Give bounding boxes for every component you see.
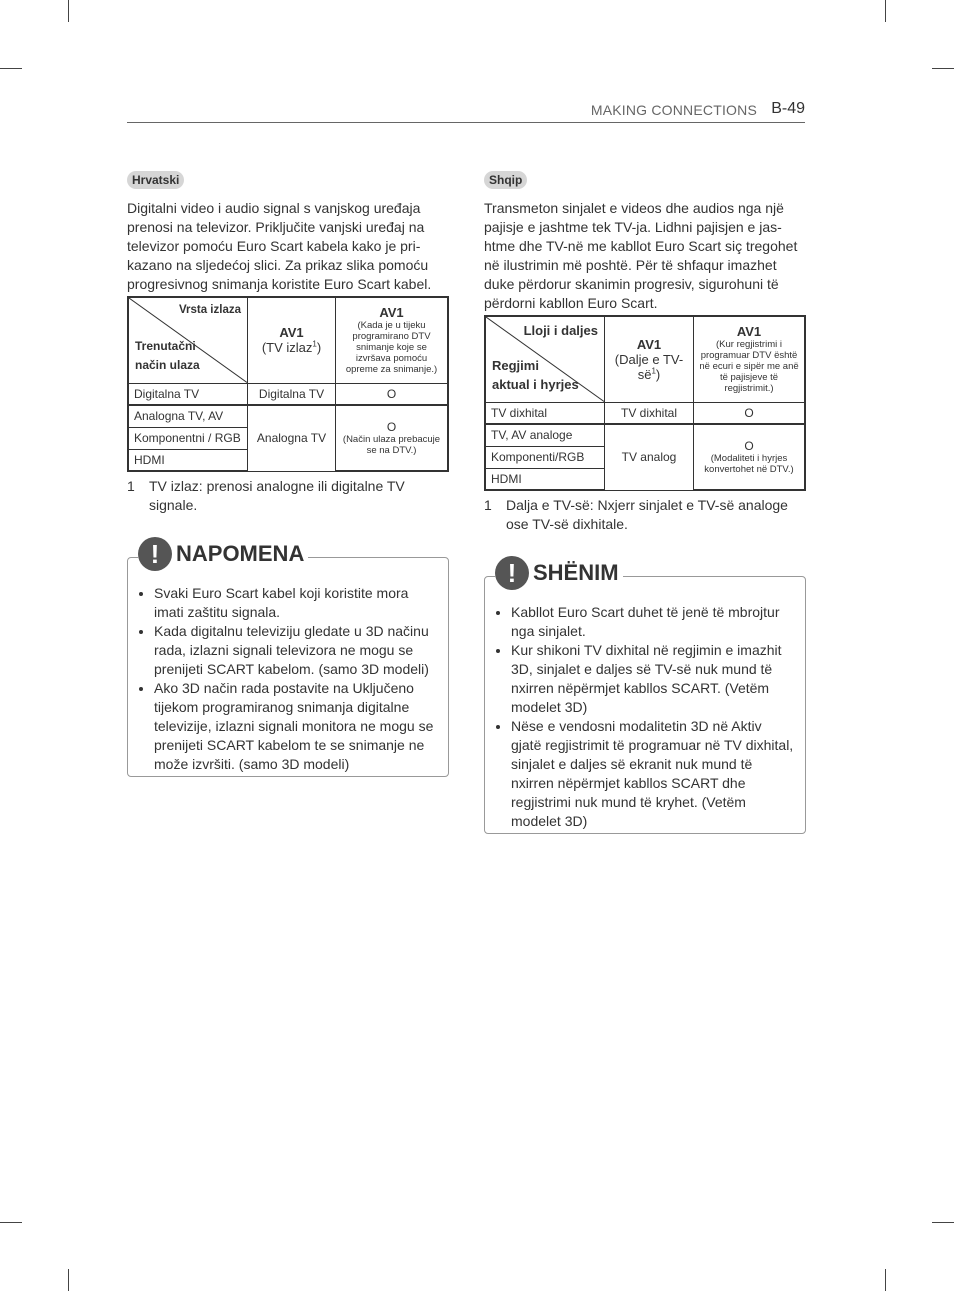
col2-subtitle: (Kur regjistrimi i programuar DTV është në ecuri e sipër me anë të pajisjeve të regjistrimit.) [699, 339, 799, 395]
crop-mark [885, 1269, 886, 1291]
col1-close: ) [655, 366, 661, 382]
row-cell-mark: O [386, 420, 397, 434]
left-column [127, 171, 449, 515]
row-label: TV, AV analoge [485, 424, 605, 446]
page-number: B-49 [771, 100, 805, 117]
row-label: HDMI [485, 468, 605, 490]
note-item: • Kur shikoni TV dixhital në regjimin e imazhit 3D, sinjalet e daljes së TV-së nuk mund të nxirren nëpërmjet kabllos SCART. (Vetëm modelet 3D) [511, 641, 795, 717]
row-cell: TV analog [605, 424, 694, 490]
row-label: HDMI [128, 449, 248, 471]
note-list [128, 584, 448, 774]
corner-top-label: Lloji i daljes [523, 323, 598, 338]
connection-table [484, 315, 806, 491]
col2-subtitle: (Kada je u tijeku programirano DTV snimanje koje se izvršava pomoću opreme za snimanje.) [345, 320, 438, 376]
crop-mark [932, 68, 954, 69]
col1-title: AV1 [636, 336, 662, 352]
row-cell-group [336, 405, 449, 471]
note-item: • Ako 3D način rada postavite na Uključeno tijekom programiranog snimanja digitalne televizije, izlazni signali monitora ne mogu se prenijeti SCART kabelom te se snimanje ne može izvršiti. (samo 3D modeli) [154, 679, 438, 774]
corner-bottom-line2: način ulaza [135, 357, 200, 372]
col2-title: AV1 [379, 305, 404, 321]
col1-header [248, 297, 336, 383]
footnote [484, 496, 806, 534]
language-badge: Shqip [484, 171, 527, 189]
row-label: Komponentni / RGB [128, 427, 248, 449]
row-cell-mark: O [744, 439, 754, 453]
note-item: • Nëse e vendosni modalitetin 3D në Aktiv gjatë regjistrimit të programuar në TV dixhital, sinjalet e daljes së ekranit nuk mund të nxirren nëpërmjet kabllos SCART dhe regjistrimi nuk mund të kryhet. (Vetëm modelet 3D) [511, 717, 795, 831]
language-badge: Hrvatski [127, 171, 184, 189]
row-cell: O [694, 402, 806, 424]
crop-mark [932, 1222, 954, 1223]
corner-bottom-line1: Trenutačni [135, 338, 196, 353]
col2-header [694, 316, 806, 402]
footnote [127, 477, 449, 515]
row-cell: Digitalna TV [248, 383, 336, 405]
note-title: SHËNIM [533, 560, 619, 585]
col1-subtitle [262, 340, 321, 355]
note-box [127, 539, 449, 777]
note-box [484, 558, 806, 834]
corner-bottom-line1: Regjimi [492, 357, 539, 373]
intro-paragraph: Transmeton sinjalet e videos dhe audios nga një pajisje e jashtme tek TV-ja. Lidhni pajisjen e jas-htme dhe TV-në me kabllot Euro Scart siç tregohet në ilustrimin më poshtë. Për të shfaqur imazhet duke përdorur skanimin progresiv, sigurohuni të përdorni kabllon Euro Scart. [484, 200, 798, 311]
col1-subtitle [615, 352, 683, 382]
row-cell-note: (Modaliteti i hyrjes konvertohet në DTV.) [704, 453, 794, 475]
note-header [495, 553, 623, 593]
row-cell-group [694, 424, 806, 490]
col2-header [336, 297, 449, 383]
crop-mark [68, 1269, 69, 1291]
row-cell: TV dixhital [605, 402, 694, 424]
note-list [485, 603, 805, 831]
table-corner-cell [485, 316, 605, 402]
right-column [484, 171, 806, 534]
col1-sub-text: (Dalje e TV-së [614, 351, 684, 382]
note-item: • Kada digitalnu televiziju gledate u 3D načinu rada, izlazni signali televizora ne mogu se prenijeti SCART kabelom. (samo 3D modeli) [154, 622, 438, 679]
col2-title: AV1 [736, 324, 762, 340]
crop-mark [885, 0, 886, 22]
page-header [127, 98, 805, 123]
footnote-number: 1 [127, 478, 135, 494]
col1-sup: 1 [312, 340, 317, 350]
footnote-number: 1 [484, 497, 492, 513]
footnote-text: TV izlaz: prenosi analogne ili digitalne TV signale. [149, 478, 405, 513]
col1-header [605, 316, 694, 402]
note-item: • Svaki Euro Scart kabel koji koristite mora imati zaštitu signala. [154, 584, 438, 622]
row-cell: O [336, 383, 449, 405]
crop-mark [68, 0, 69, 22]
row-label: Komponenti/RGB [485, 446, 605, 468]
row-label: Analogna TV, AV [128, 405, 248, 427]
col1-title: AV1 [279, 325, 304, 341]
note-item: • Kabllot Euro Scart duhet të jenë të mbrojtur nga sinjalet. [511, 603, 795, 641]
corner-bottom-line2: aktual i hyrjes [492, 376, 579, 392]
crop-mark [0, 1222, 22, 1223]
table-corner-cell [128, 297, 248, 383]
note-header [138, 534, 308, 574]
intro-paragraph: Digitalni video i audio signal s vanjskog uređaja prenosi na televizor. Priključite vanjski uređaj na televizor pomoću Euro Scart kabela kako je pri-kazano na sljedećoj slici. Za prikaz slika pomoću progresivnog snimanja koristite Euro Scart kabel. [127, 200, 432, 292]
connection-table [127, 296, 449, 472]
section-title: MAKING CONNECTIONS [590, 102, 757, 118]
footnote-text: Dalja e TV-së: Nxjerr sinjalet e TV-së analoge ose TV-së dixhitale. [506, 497, 788, 532]
row-cell-note: (Način ulaza prebacuje se na DTV.) [342, 434, 441, 456]
col1-sup: 1 [651, 366, 656, 376]
row-cell: Analogna TV [248, 405, 336, 471]
note-title: NAPOMENA [176, 541, 305, 566]
exclamation-icon: ! [138, 537, 172, 571]
col1-close: ) [316, 340, 322, 356]
corner-top-label: Vrsta izlaza [178, 304, 241, 316]
exclamation-icon: ! [495, 556, 529, 590]
crop-mark [0, 68, 22, 69]
row-label: TV dixhital [485, 402, 605, 424]
corner-bottom-label [492, 356, 579, 394]
col1-sub-text: (TV izlaz [261, 340, 313, 356]
row-label: Digitalna TV [128, 383, 248, 405]
corner-bottom-label [135, 337, 200, 375]
